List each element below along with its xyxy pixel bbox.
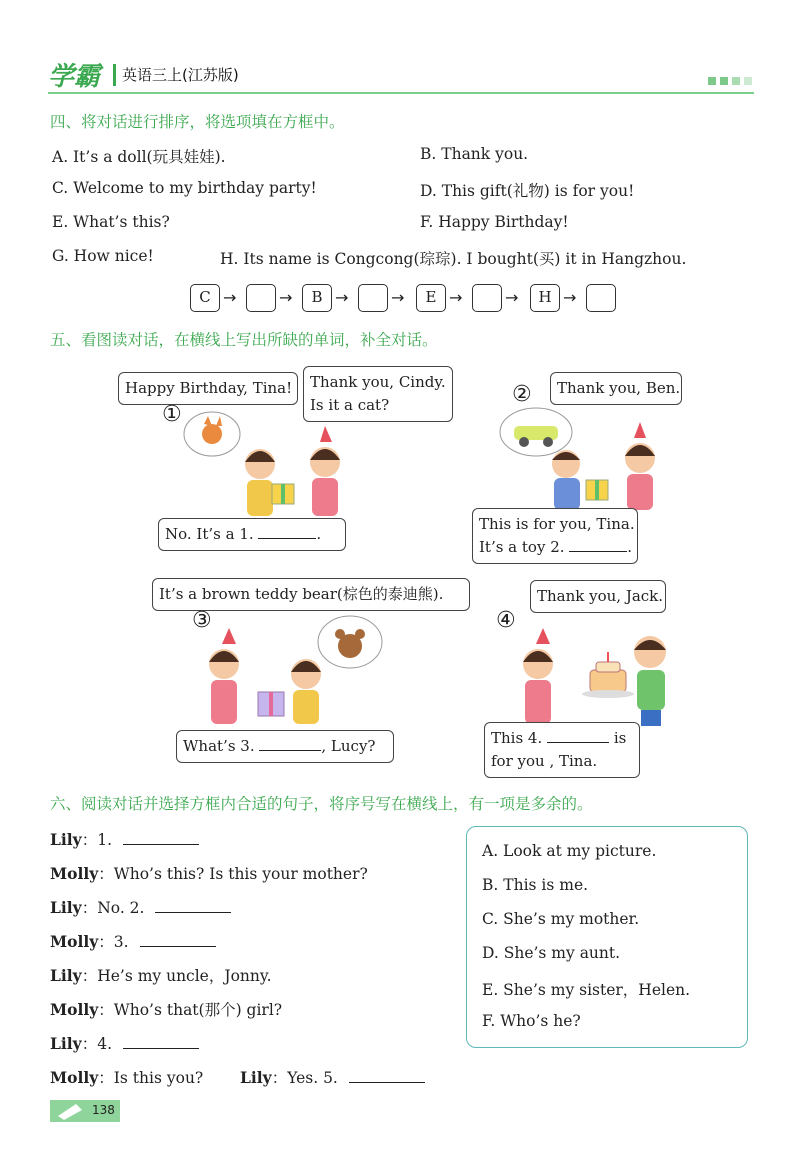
header-square-icon xyxy=(708,77,716,85)
blank-4[interactable] xyxy=(547,728,609,743)
speaker: Lily xyxy=(240,1068,272,1087)
scene4-line2: for you , Tina. xyxy=(491,752,598,770)
scene3-end: , Lucy? xyxy=(321,737,376,755)
speaker: Lily xyxy=(50,1034,82,1053)
scene3-bottom-bubble xyxy=(176,730,394,763)
scene3-number: ③ xyxy=(192,608,212,633)
sequence-box-3: B xyxy=(302,284,332,312)
sequence-box-2[interactable] xyxy=(246,284,276,312)
dialogue-line-8 xyxy=(50,1066,203,1088)
scene1-end: . xyxy=(316,525,322,543)
colon: ： xyxy=(271,1069,288,1087)
pencil-icon xyxy=(56,1102,86,1120)
line-text: Who’s that(那个) girl? xyxy=(113,1001,283,1019)
option-e: E. What’s this? xyxy=(52,213,170,231)
answer-blank-5[interactable] xyxy=(349,1068,425,1083)
blank-1[interactable] xyxy=(258,524,316,539)
choice-e: E. She’s my sister，Helen. xyxy=(482,981,691,999)
line-text: Who’s this? Is this your mother? xyxy=(113,865,368,883)
answer-blank-1[interactable] xyxy=(123,830,199,845)
sequence-box-8[interactable] xyxy=(586,284,616,312)
scene3-bubble-top xyxy=(152,578,470,611)
sequence-box-5: E xyxy=(416,284,446,312)
dialogue-line-5 xyxy=(50,964,272,986)
line-text: He’s my uncle，Jonny. xyxy=(97,967,272,985)
arrow-icon: → xyxy=(391,288,405,307)
option-a: A. It’s a doll(玩具娃娃). xyxy=(52,148,226,166)
arrow-icon: → xyxy=(223,288,237,307)
option-g: G. How nice! xyxy=(52,247,154,265)
scene3-statement: It’s a brown teddy bear(棕色的泰迪熊). xyxy=(159,585,444,603)
sequence-box-4[interactable] xyxy=(358,284,388,312)
option-c: C. Welcome to my birthday party! xyxy=(52,179,317,197)
scene1-prompt: No. It’s a 1. xyxy=(165,525,254,543)
scene3-prompt: What’s 3. xyxy=(183,737,255,755)
scene4-illustration xyxy=(510,618,680,728)
arrow-icon: → xyxy=(279,288,293,307)
sequence-box-6[interactable] xyxy=(472,284,502,312)
book-title: 英语三上(江苏版) xyxy=(122,66,239,84)
scene1-bubble-left xyxy=(118,372,298,405)
scene4-prompt: This 4. xyxy=(491,729,543,747)
option-f: F. Happy Birthday! xyxy=(420,213,569,231)
arrow-icon: → xyxy=(335,288,349,307)
speaker: Lily xyxy=(50,966,82,985)
scene2-number: ② xyxy=(512,382,532,407)
page-number: 138 xyxy=(92,1103,115,1117)
brand-logo: 学霸 xyxy=(48,62,101,92)
scene2-bottom-bubble xyxy=(472,508,638,564)
header-square-icon xyxy=(744,77,752,85)
sequence-box-7: H xyxy=(530,284,560,312)
colon: ： xyxy=(81,831,98,849)
header-square-icon xyxy=(720,77,728,85)
colon: ： xyxy=(98,933,114,951)
scene1-reply-line2: Is it a cat? xyxy=(310,396,390,414)
choice-a: A. Look at my picture. xyxy=(482,842,657,860)
colon: ： xyxy=(98,1069,114,1087)
scene2-bubble-top xyxy=(550,372,682,405)
line-text: 4. xyxy=(97,1035,112,1053)
line-text: Is this you? xyxy=(113,1069,204,1087)
choice-b: B. This is me. xyxy=(482,876,589,894)
arrow-icon: → xyxy=(505,288,519,307)
dialogue-line-3 xyxy=(50,896,231,918)
scene3-illustration xyxy=(196,612,396,732)
option-b: B. Thank you. xyxy=(420,145,529,163)
scene4-is: is xyxy=(613,729,627,747)
blank-2[interactable] xyxy=(569,537,627,552)
section5-title: 五、看图读对话，在横线上写出所缺的单词，补全对话。 xyxy=(50,331,438,349)
colon: ： xyxy=(81,1035,98,1053)
logo-divider xyxy=(113,64,116,86)
colon: ： xyxy=(81,899,98,917)
answer-blank-3[interactable] xyxy=(140,932,216,947)
scene1-greeting: Happy Birthday, Tina! xyxy=(125,379,293,397)
blank-3[interactable] xyxy=(259,736,321,751)
scene1-bottom-bubble xyxy=(158,518,346,551)
colon: ： xyxy=(98,1001,114,1019)
dialogue-line-7 xyxy=(50,1032,199,1054)
scene2-end: . xyxy=(627,538,633,556)
option-d: D. This gift(礼物) is for you! xyxy=(420,182,635,200)
header-rule xyxy=(48,92,754,94)
colon: ： xyxy=(81,967,98,985)
scene4-reply: Thank you, Jack. xyxy=(537,587,664,605)
speaker: Molly xyxy=(50,1068,99,1087)
colon: ： xyxy=(98,865,114,883)
scene4-bubble-top xyxy=(530,580,666,613)
line-text: 1. xyxy=(97,831,112,849)
scene2-reply: Thank you, Ben. xyxy=(557,379,681,397)
option-h: H. Its name is Congcong(琮琮). I bought(买) it in Hangzhou. xyxy=(220,250,687,268)
answer-blank-2[interactable] xyxy=(155,898,231,913)
scene1-illustration xyxy=(150,402,450,522)
scene2-illustration xyxy=(490,402,680,512)
dialogue-line-2 xyxy=(50,862,368,884)
dialogue-line-6 xyxy=(50,998,282,1020)
dialogue-line-4 xyxy=(50,930,216,952)
scene2-line2: It’s a toy 2. xyxy=(479,538,565,556)
arrow-icon: → xyxy=(449,288,463,307)
dialogue-line-9 xyxy=(240,1066,425,1088)
scene2-line1: This is for you, Tina. xyxy=(479,515,635,533)
speaker: Lily xyxy=(50,830,82,849)
choice-f: F. Who’s he? xyxy=(482,1012,581,1030)
speaker: Lily xyxy=(50,898,82,917)
scene4-number: ④ xyxy=(496,608,516,633)
section6-title: 六、阅读对话并选择方框内合适的句子，将序号写在横线上，有一项是多余的。 xyxy=(50,795,593,813)
sequence-box-1: C xyxy=(190,284,220,312)
line-text: No. 2. xyxy=(97,899,145,917)
choice-c: C. She’s my mother. xyxy=(482,910,640,928)
arrow-icon: → xyxy=(563,288,577,307)
scene1-number: ① xyxy=(162,402,182,427)
scene1-reply-line1: Thank you, Cindy. xyxy=(310,373,446,391)
speaker: Molly xyxy=(50,864,99,883)
speaker: Molly xyxy=(50,932,99,951)
speaker: Molly xyxy=(50,1000,99,1019)
line-text: 3. xyxy=(113,933,129,951)
line-text: Yes. 5. xyxy=(287,1069,338,1087)
choice-d: D. She’s my aunt. xyxy=(482,944,621,962)
section4-title: 四、将对话进行排序，将选项填在方框中。 xyxy=(50,113,345,131)
dialogue-line-1 xyxy=(50,828,199,850)
scene4-bottom-bubble xyxy=(484,722,640,778)
answer-blank-4[interactable] xyxy=(123,1034,199,1049)
header-square-icon xyxy=(732,77,740,85)
